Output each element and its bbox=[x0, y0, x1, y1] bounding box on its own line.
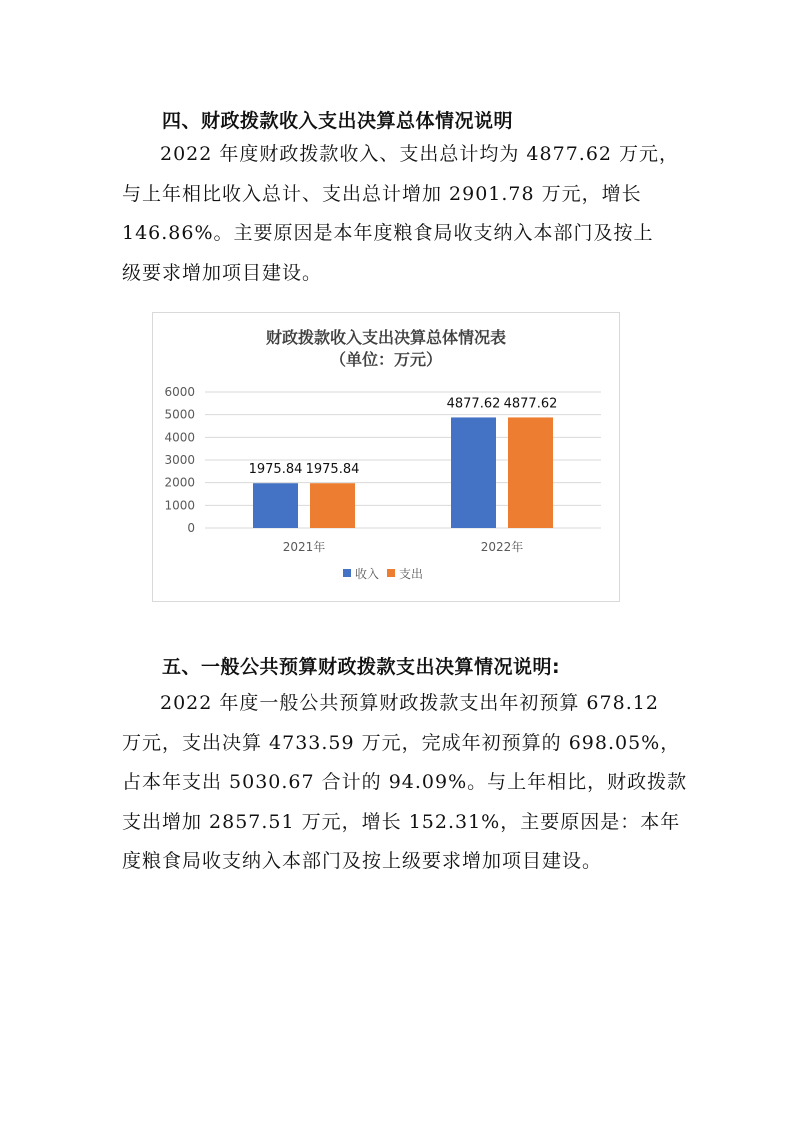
section4-heading: 四、财政拨款收入支出决算总体情况说明 bbox=[162, 110, 514, 132]
x-tick-label: 2022年 bbox=[480, 540, 524, 554]
paragraph-line: 度粮食局收支纳入本部门及按上级要求增加项目建设。 bbox=[122, 850, 603, 872]
legend-swatch-收入 bbox=[343, 569, 351, 577]
y-tick-label: 1000 bbox=[164, 498, 195, 513]
legend-label: 支出 bbox=[399, 567, 424, 581]
section5-heading: 五、一般公共预算财政拨款支出决算情况说明: bbox=[162, 656, 561, 678]
data-label: 1975.84 bbox=[248, 462, 303, 478]
paragraph-line: 万元，支出决算 4733.59 万元，完成年初预算的 698.05%， bbox=[122, 731, 681, 754]
paragraph-line: 146.86%。主要原因是本年度粮食局收支纳入本部门及按上 bbox=[122, 222, 654, 244]
chart-legend bbox=[343, 566, 423, 581]
chart-title: 财政拨款收入支出决算总体情况表 bbox=[265, 328, 507, 347]
y-tick-label: 0 bbox=[187, 521, 195, 535]
legend-label: 收入 bbox=[355, 567, 380, 581]
y-tick-label: 4000 bbox=[164, 430, 195, 445]
paragraph-line: 2022 年度一般公共预算财政拨款支出年初预算 678.12 bbox=[160, 692, 659, 714]
bar-收入 bbox=[253, 483, 298, 528]
data-label: 4877.62 bbox=[503, 396, 558, 412]
chart-subtitle: （单位：万元） bbox=[329, 350, 443, 369]
x-tick-label: 2021年 bbox=[282, 540, 326, 554]
y-tick-label: 2000 bbox=[164, 475, 195, 490]
section4-paragraph bbox=[122, 135, 692, 293]
paragraph-line: 2022 年度财政拨款收入、支出总计均为 4877.62 万元， bbox=[160, 143, 680, 165]
bar-支出 bbox=[310, 483, 355, 528]
paragraph-line: 与上年相比收入总计、支出总计增加 2901.78 万元，增长 bbox=[122, 182, 642, 205]
y-tick-label: 3000 bbox=[164, 453, 195, 467]
y-tick-label: 5000 bbox=[164, 407, 195, 422]
paragraph-line: 支出增加 2857.51 万元，增长 152.31%，主要原因是：本年 bbox=[122, 810, 681, 833]
data-label: 4877.62 bbox=[446, 396, 501, 412]
chart-canvas bbox=[153, 313, 619, 601]
data-label: 1975.84 bbox=[305, 462, 360, 478]
y-tick-label: 6000 bbox=[164, 385, 195, 399]
paragraph-line: 占本年支出 5030.67 合计的 94.09%。与上年相比，财政拨款 bbox=[122, 771, 688, 793]
legend-swatch-支出 bbox=[387, 569, 395, 577]
bar-收入 bbox=[451, 417, 496, 528]
chart-x-axis bbox=[283, 539, 524, 554]
budget-chart bbox=[152, 312, 620, 602]
bar-支出 bbox=[508, 417, 553, 528]
paragraph-line: 级要求增加项目建设。 bbox=[122, 261, 323, 284]
chart-y-axis bbox=[164, 385, 195, 535]
section5-paragraph bbox=[122, 684, 692, 882]
